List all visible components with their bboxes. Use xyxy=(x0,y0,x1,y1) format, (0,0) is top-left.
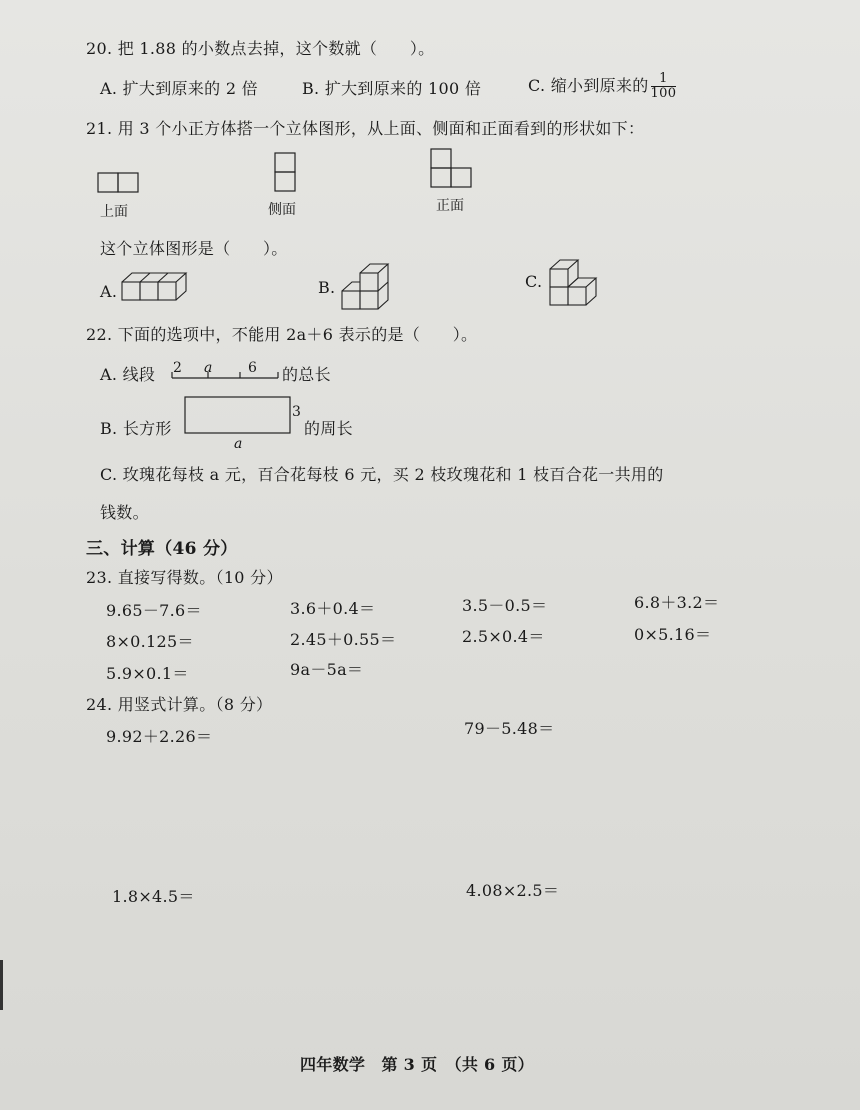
fraction-numerator: 1 xyxy=(659,71,668,86)
q20-option-b: B. 扩大到原来的 100 倍 xyxy=(302,79,482,98)
q23-item: 9.65－7.6＝ xyxy=(106,601,202,620)
q20-stem: 20. 把 1.88 的小数点去掉，这个数就（ ）。 xyxy=(86,39,435,58)
q22-stem: 22. 下面的选项中，不能用 2a＋6 表示的是（ ）。 xyxy=(86,325,478,344)
q23-item: 2.5×0.4＝ xyxy=(462,627,545,646)
q21-option-a-label: A. xyxy=(100,282,118,301)
segment-label-2: 2 xyxy=(173,360,182,376)
rectangle-side-label: 3 xyxy=(292,404,301,420)
q23-item: 8×0.125＝ xyxy=(106,632,194,651)
q23-item: 5.9×0.1＝ xyxy=(106,664,189,683)
q21-option-c-cubes xyxy=(548,258,608,308)
fraction-one-hundredth xyxy=(651,72,677,101)
side-view-figure xyxy=(274,152,298,194)
top-view-label: 上面 xyxy=(100,204,128,220)
q24-item: 9.92＋2.26＝ xyxy=(106,727,213,746)
q21-option-b-label: B. xyxy=(318,278,336,297)
q23-item: 6.8＋3.2＝ xyxy=(634,593,720,612)
q20-option-c xyxy=(528,72,676,101)
q22-option-c-line2: 钱数。 xyxy=(100,503,149,522)
side-view-label: 侧面 xyxy=(268,202,296,218)
q21-option-a-cubes xyxy=(120,268,190,308)
binding-edge xyxy=(0,960,3,1010)
q22-option-c-line1: C. 玫瑰花每枝 a 元，百合花每枝 6 元，买 2 枝玫瑰花和 1 枝百合花一共用的 xyxy=(100,465,664,484)
top-view-figure xyxy=(97,172,141,194)
q22-option-b-pre: B. 长方形 xyxy=(100,419,172,438)
q23-item: 0×5.16＝ xyxy=(634,625,712,644)
q21-stem: 21. 用 3 个小正方体搭一个立体图形，从上面、侧面和正面看到的形状如下： xyxy=(86,119,645,138)
q21-option-c-label: C. xyxy=(525,272,543,291)
rectangle-figure xyxy=(184,396,294,436)
front-view-figure xyxy=(430,148,474,190)
q23-item: 3.5－0.5＝ xyxy=(462,596,548,615)
q23-item: 2.45＋0.55＝ xyxy=(290,630,397,649)
q23-stem: 23. 直接写得数。（10 分） xyxy=(86,568,283,587)
q23-item: 3.6＋0.4＝ xyxy=(290,599,376,618)
q21-option-b-cubes xyxy=(340,262,400,312)
q24-item: 4.08×2.5＝ xyxy=(466,881,560,900)
line-segment-figure xyxy=(170,358,280,382)
q22-option-b-post: 的周长 xyxy=(304,419,353,438)
fraction-denominator: 100 xyxy=(650,86,677,101)
q20-option-a: A. 扩大到原来的 2 倍 xyxy=(100,79,258,98)
segment-label-6: 6 xyxy=(248,360,257,376)
q23-item: 9a－5a＝ xyxy=(290,660,364,679)
q22-option-a-pre: A. 线段 xyxy=(100,365,156,384)
q24-item: 1.8×4.5＝ xyxy=(112,887,195,906)
front-view-label: 正面 xyxy=(436,198,464,214)
rectangle-bottom-label: a xyxy=(234,436,243,452)
section-3-heading: 三、计算（46 分） xyxy=(86,539,238,559)
q24-item: 79－5.48＝ xyxy=(464,719,555,738)
page-footer: 四年数学 第 3 页 （共 6 页） xyxy=(300,1055,534,1074)
q20-option-c-text: C. 缩小到原来的 xyxy=(528,76,649,95)
segment-label-a: a xyxy=(204,360,213,376)
q22-option-a-post: 的总长 xyxy=(282,365,331,384)
q21-question: 这个立体图形是（ ）。 xyxy=(100,239,288,258)
q24-stem: 24. 用竖式计算。（8 分） xyxy=(86,695,273,714)
